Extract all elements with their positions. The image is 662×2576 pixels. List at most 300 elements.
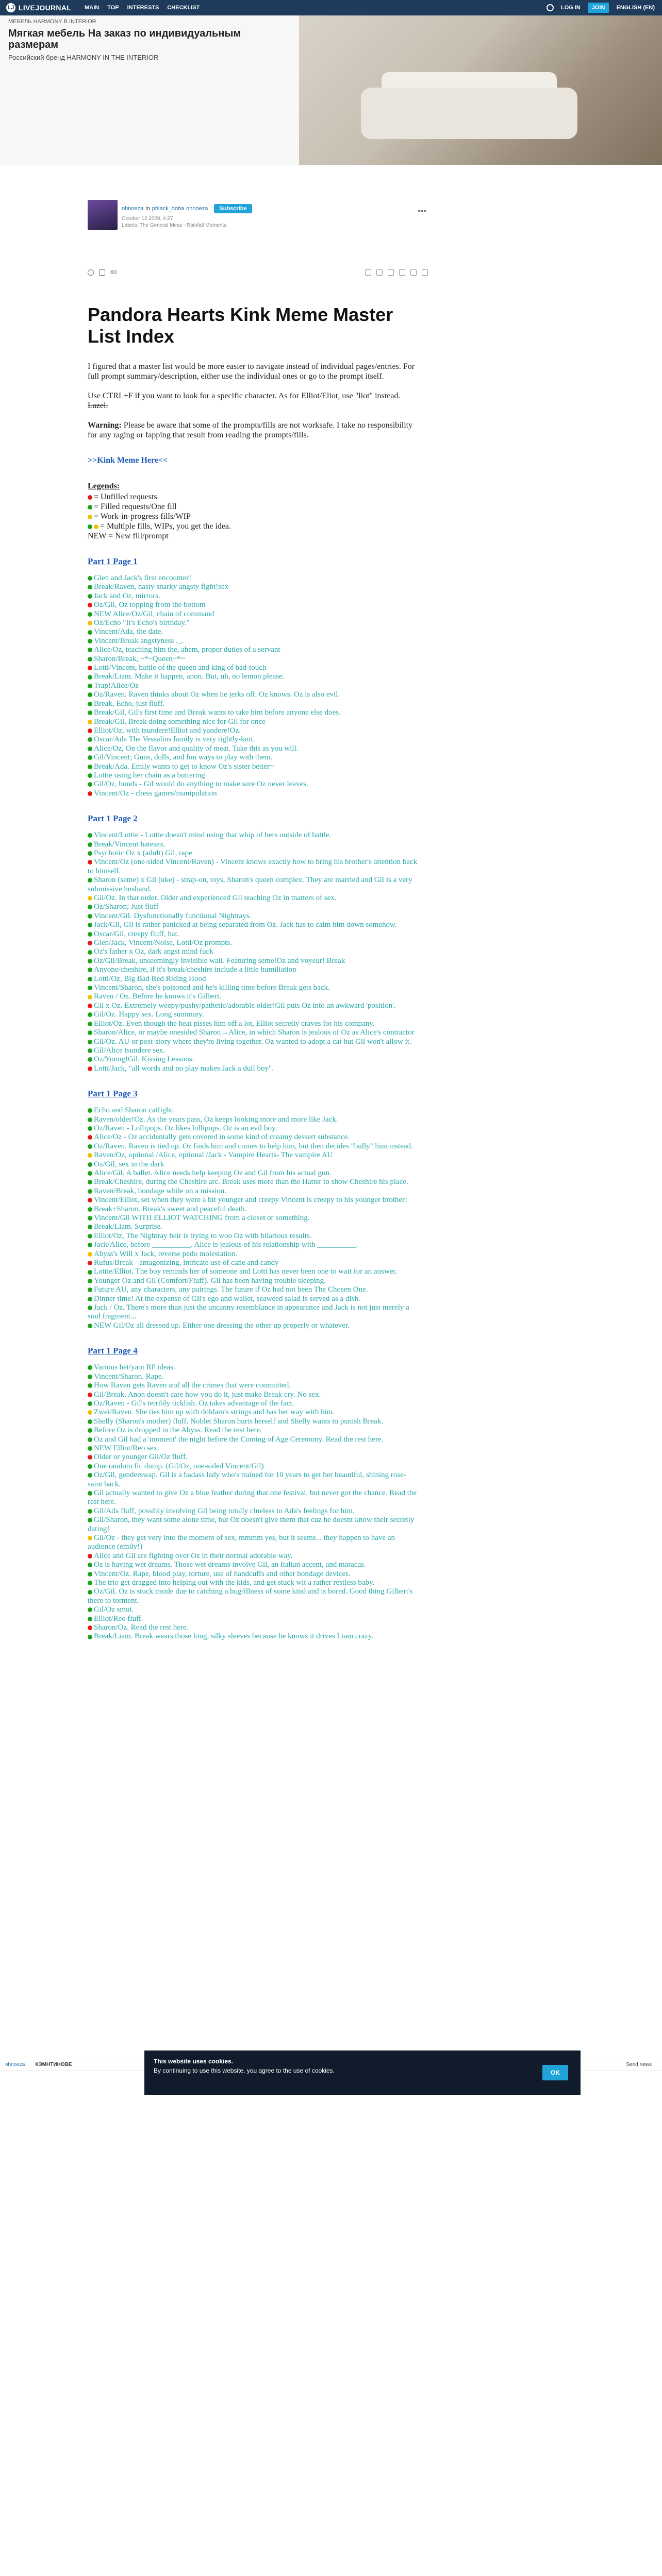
prompt-link[interactable]: Sharon (seme) x Gil (uke) - strap-on, toys, Sharon's queen complex. They are married and Gil is a very submissive husband. — [88, 876, 412, 893]
prompt-link[interactable]: Elliot/Oz, The Nightray heir is trying to woo Oz with hilarious results. — [94, 1231, 312, 1240]
green-dot-icon — [88, 1383, 92, 1388]
green-dot-icon — [88, 1518, 92, 1522]
post-body — [88, 304, 418, 1641]
prompt-link[interactable]: Alice and Gil are fighting over Oz in their normal adorable way. — [94, 1551, 293, 1560]
comment-icon[interactable] — [99, 269, 105, 276]
red-dot-icon — [88, 860, 92, 865]
prompt-link[interactable]: Psychotic Oz x (adult) Gil, rape — [94, 849, 192, 857]
red-dot-icon — [88, 1004, 92, 1008]
prompt-link[interactable]: Lotti/Jack, "all words and no play makes Jack a dull boy". — [94, 1064, 274, 1073]
prompt-entry — [88, 637, 418, 646]
prompt-link[interactable]: Gil actually wanted to give Oz a blue feather during that one festival, but never got the chance. Read the rest here. — [88, 1488, 417, 1506]
prompt-link[interactable]: Gil/Ada fluff, possibly involving Gil being totally clueless to Ada's feelings for him. — [94, 1506, 355, 1515]
nav-item-top[interactable]: TOP — [107, 5, 119, 11]
prompt-entry — [88, 1408, 418, 1417]
prompt-link[interactable]: Oz/Gil/Break, unseemingly invisible wall. Featuring seme!Oz and voyeur! Break — [94, 956, 345, 965]
subscribe-button[interactable]: Subscribe — [214, 204, 252, 213]
green-dot-icon — [88, 1225, 92, 1229]
prompt-link[interactable]: Oz is having wet dreams. Those wet dreams involve Gil, an Italian accent, and maracas. — [94, 1561, 366, 1569]
prompt-link[interactable]: Oz/Sharon; Just fluff — [94, 903, 159, 911]
legend-text: NEW = New fill/prompt — [88, 532, 169, 540]
prompt-entry — [88, 700, 418, 708]
prompt-link[interactable]: Break/Cheshire, during the Cheshire arc. Break uses more than the Hatter to show Cheshire his place. — [94, 1178, 408, 1187]
red-dot-icon — [88, 941, 92, 945]
green-dot-icon — [88, 959, 92, 963]
nav-item-interests[interactable]: INTERESTS — [127, 5, 159, 11]
sofa-shape — [361, 88, 577, 139]
post-date: October 12 2009, 4:27 — [122, 216, 173, 222]
login-link[interactable]: LOG IN — [560, 5, 581, 11]
prompt-link[interactable]: Raven/older!Oz. As the years pass, Oz keeps looking more and more like Jack. — [94, 1115, 338, 1124]
yellow-dot-icon — [88, 720, 92, 724]
prompt-link[interactable]: Gil/Vincent; Guns, dolls, and fun ways to play with them. — [94, 753, 273, 762]
prompt-entry — [88, 1028, 418, 1037]
prompt-entry — [88, 735, 418, 744]
prompt-link[interactable]: The trio get dragged into helping out with the kids, and get stuck wit a rather restless baby. — [94, 1579, 375, 1587]
prompt-link[interactable]: Break/Liam. Break wears those long, silky sleeves because he knows it drives Liam crazy. — [94, 1632, 374, 1641]
sticky-title[interactable]: КЭМНТИНОВЕ — [35, 2061, 72, 2067]
prompt-entry — [88, 583, 418, 591]
share-vk-icon[interactable] — [388, 269, 394, 276]
prompt-entry — [88, 726, 418, 735]
prompt-link[interactable]: Lotti/Oz, Big Bad Red Riding Hood — [94, 974, 206, 983]
yellow-dot-icon — [88, 1153, 92, 1158]
red-dot-icon — [88, 666, 92, 670]
prompt-link[interactable]: Before Oz is dropped in the Abyss. Read the rest here. — [94, 1426, 262, 1435]
prompt-link[interactable]: Gil/Oz, bonds - Gil would do anything to make sure Oz never leaves. — [94, 780, 308, 789]
prompt-link[interactable]: Break/Liam. Surprise. — [94, 1223, 162, 1231]
prompt-entry — [88, 1587, 418, 1605]
prompt-link[interactable]: Alice/Oz, On the flavor and quality of meat. Take this as you will. — [94, 744, 299, 753]
prompt-link[interactable]: Break+Sharon. Break's sweet and peaceful death. — [94, 1205, 247, 1213]
prompt-entry — [88, 858, 418, 876]
prompt-entry — [88, 975, 418, 984]
red-dot-icon — [88, 603, 92, 607]
green-dot-icon — [88, 505, 92, 510]
ad-subtitle: Российский бренд HARMONY IN THE INTERIOR — [8, 54, 159, 61]
prompt-entry — [88, 646, 418, 654]
green-dot-icon — [88, 585, 92, 589]
legend-text: = Unfilled requests — [94, 493, 157, 501]
prompt-link[interactable]: Echo and Sharon catfight. — [94, 1106, 174, 1115]
red-dot-icon — [88, 1625, 92, 1630]
green-dot-icon — [88, 1216, 92, 1221]
prompt-link[interactable]: Break/Gil, Gil's first time and Break wants to take him before anyone else does. — [94, 708, 341, 717]
prompt-entry — [88, 939, 418, 947]
brand-name: LIVEJOURNAL — [19, 4, 72, 12]
green-dot-icon — [88, 1117, 92, 1122]
prompt-link[interactable]: Oscar/Gil, creepy fluff, hat. — [94, 929, 179, 938]
prompt-link[interactable]: Older or younger Gil/Oz fluff. — [94, 1453, 188, 1462]
green-dot-icon — [88, 968, 92, 972]
green-dot-icon — [88, 576, 92, 581]
green-dot-icon — [88, 1243, 92, 1247]
prompt-link[interactable]: Sharon/Break, ~*~Queen~*~ — [94, 654, 185, 663]
prompt-entry — [88, 831, 418, 840]
green-dot-icon — [88, 684, 92, 688]
prompt-link[interactable]: One random fic dump. (Gil/Oz, one-sided Vincent/Gil) — [94, 1462, 264, 1470]
prompt-link[interactable]: Oz/Echo "It's Echo's birthday." — [94, 619, 190, 628]
green-dot-icon — [88, 1030, 92, 1035]
prompt-link[interactable]: Raven / Oz. Before he knows it's Gilbert. — [94, 992, 222, 1001]
prompt-link[interactable]: Alice/Oz, teaching him the, ahem, proper duties of a servant — [94, 646, 280, 654]
prompt-entry — [88, 1106, 418, 1115]
prompt-link[interactable]: Vincent/Break angstyness ._. — [94, 636, 184, 645]
poster-username[interactable]: ohnoeza — [186, 206, 208, 212]
share-x-icon[interactable] — [399, 269, 405, 276]
community-username[interactable]: phlack_ooba — [152, 206, 185, 212]
comment-count[interactable]: 60 — [110, 269, 117, 276]
red-dot-icon — [88, 791, 92, 796]
cookie-ok-button[interactable]: OK — [542, 2065, 568, 2080]
prompt-link[interactable]: Oz/Raven - Gil's terribly ticklish. Oz takes advantage of the fact. — [94, 1399, 294, 1408]
prompt-link[interactable]: Break/Vincent hatesex. — [94, 840, 166, 849]
prompt-link[interactable]: Sharon/Alice, or maybe onesided Sharon→Alice, in which Sharon is jealous of Oz as Alice's contractor — [94, 1028, 415, 1037]
red-dot-icon — [88, 1554, 92, 1558]
green-dot-icon — [88, 1270, 92, 1275]
prompt-link[interactable]: Jack / Oz. There's more than just the uncanny resemblance in appearance and Jack is not just merely a soul fragment... — [88, 1303, 409, 1321]
prompt-link[interactable]: Oscar/Ada The Vessalius family is very tightly-knit. — [94, 735, 255, 744]
prompt-link[interactable]: Break/Liam. Make it happen, anon. But, uh, no lemon please. — [94, 672, 285, 681]
prompt-link[interactable]: How Raven gets Raven and all the crimes that were committed. — [94, 1381, 291, 1390]
author-username[interactable]: ohnoeza — [122, 206, 144, 212]
prompt-entry — [88, 762, 418, 771]
green-dot-icon — [88, 630, 92, 635]
prompt-entry — [88, 1160, 418, 1169]
top-navigation-bar — [0, 0, 662, 15]
prompt-link[interactable]: Gil/Oz - they get very into the moment of sex, mmmm yes, but it seems... they happen to have an audience (emily!) — [88, 1534, 395, 1551]
prompt-link[interactable]: Oz/Raven. Raven is tied up. Oz finds him and comes to help him, but then decides "bully" him instead. — [94, 1142, 413, 1150]
green-dot-icon — [88, 747, 92, 751]
prompt-entry — [88, 1223, 418, 1231]
prompt-entry — [88, 1363, 418, 1372]
green-dot-icon — [88, 1207, 92, 1212]
green-dot-icon — [88, 1324, 92, 1328]
prompt-entry — [88, 610, 418, 619]
prompt-link[interactable]: Break/Ada. Emily wants to get to know Oz's sister better~ — [94, 762, 274, 771]
prompt-link[interactable]: Vincent/Gil. Dysfunctionally functional Nightrays. — [94, 911, 252, 920]
prompt-link[interactable]: Sharon/Oz. Read the rest here. — [94, 1623, 189, 1632]
green-dot-icon — [88, 1012, 92, 1017]
prompt-link[interactable]: Vincent/Sharon, she's poisoned and he's killing time before Break gets back. — [94, 984, 330, 992]
legend-title: Legends: — [88, 482, 120, 490]
prompt-link[interactable]: Glen/Jack, Vincent/Noise, Lotti/Oz prompts. — [94, 939, 232, 947]
green-dot-icon — [88, 1048, 92, 1053]
green-dot-icon — [88, 710, 92, 715]
prompt-link[interactable]: Oz/Raven. Raven thinks about Oz when he jerks off. Oz knows. Oz is also evil. — [94, 690, 340, 699]
red-dot-icon — [88, 1066, 92, 1071]
share-facebook-icon[interactable] — [365, 269, 371, 276]
nav-item-main[interactable]: MAIN — [85, 5, 100, 11]
prompt-link[interactable]: Gil/Break. Anon doesn't care how you do it, just make Break cry. No sex. — [94, 1390, 321, 1399]
yellow-dot-icon — [88, 621, 92, 625]
prompt-link[interactable]: Elliot/Reo fluff. — [94, 1614, 143, 1623]
cookie-text: By continuing to use this website, you agree to the use of cookies. — [154, 2067, 335, 2074]
green-dot-icon — [88, 905, 92, 909]
prompt-link[interactable]: Vincent/Oz (one-sided Vincent/Raven) - Vincent knows exactly how to bring his brother's attention back to himself. — [88, 858, 418, 875]
prompt-entry — [88, 718, 418, 726]
lj-logo-icon: LJ — [6, 3, 15, 12]
green-dot-icon — [88, 1401, 92, 1406]
prompt-entry — [88, 664, 418, 672]
prompt-link[interactable]: Gil/Oz. AU or post-story where they're living together. Oz wanted to adopt a cat but Gil won't allow it. — [94, 1037, 411, 1046]
legend-text: = Work-in-progress fills/WIP — [94, 512, 191, 521]
yellow-dot-icon — [88, 515, 92, 519]
prompt-link[interactable]: Vincent/Gil WITH ELLIOT WATCHING from a closet or something. — [94, 1214, 310, 1222]
green-dot-icon — [88, 1306, 92, 1310]
prompt-entry — [88, 753, 418, 762]
green-dot-icon — [88, 1590, 92, 1595]
prompt-entry — [88, 1615, 418, 1623]
prompt-link[interactable]: Gil/Sharon, they want some alone time, but Oz doesn't give them that cuz he doesnt know their secretly dating! — [88, 1516, 415, 1533]
prompt-link[interactable]: Raven/Oz, optional /Alice, optional /Jack - Vampire Hearts- The vampire AU — [94, 1151, 333, 1160]
prompt-entry — [88, 1321, 418, 1330]
prompt-link[interactable]: Vincent/Oz. Rape, blood play, torture, use of handcuffs and other bondage devices. — [94, 1569, 351, 1578]
green-dot-icon — [88, 1287, 92, 1292]
prompt-link[interactable]: Lotti/Vincent, battle of the queen and king of bad-touch — [94, 664, 267, 672]
prompt-link[interactable]: Oz/Gil, genderswap. Gil is a badass lady who's trained for 10 years to get her beautiful, shining rose-saint back. — [88, 1471, 406, 1488]
prompt-entry — [88, 628, 418, 636]
join-button[interactable]: JOIN — [588, 3, 609, 13]
cookie-banner — [144, 2050, 581, 2095]
prompt-entry — [88, 1259, 418, 1267]
prompt-entry — [88, 957, 418, 965]
legend-item — [88, 512, 418, 521]
prompt-entry — [88, 1124, 418, 1133]
share-email-icon[interactable] — [410, 269, 417, 276]
prompt-entry — [88, 1489, 418, 1507]
green-dot-icon — [88, 1491, 92, 1496]
prompt-entry — [88, 1020, 418, 1028]
prompt-link[interactable]: Raven/Break, bondage while on a mission. — [94, 1187, 227, 1195]
prompt-entry — [88, 1303, 418, 1321]
prompt-entry — [88, 1055, 418, 1064]
prompt-link[interactable]: Break, Echo, just fluff. — [94, 699, 165, 708]
ad-image[interactable] — [299, 15, 662, 165]
in-text: in — [145, 206, 150, 212]
language-selector[interactable]: ENGLISH (EN) — [616, 5, 655, 11]
prompt-link[interactable]: NEW Alice/Oz/Gil, chain of command — [94, 609, 214, 618]
red-dot-icon — [88, 1261, 92, 1265]
prompt-entry — [88, 1471, 418, 1489]
prompt-link[interactable]: Vincent/Ada, the date. — [94, 628, 163, 636]
prompt-link[interactable]: Vincent/Lottie - Lottie doesn't mind using that whip of hers outside of battle. — [94, 831, 332, 840]
prompt-entry — [88, 682, 418, 690]
prompt-entry — [88, 1570, 418, 1579]
prompt-link[interactable]: NEW Elliot/Reo sex. — [94, 1444, 159, 1452]
green-dot-icon — [88, 986, 92, 990]
prompt-entry — [88, 1241, 418, 1249]
prompt-link[interactable]: Oz/Young!Gil. Kissing Lessons. — [94, 1055, 194, 1064]
red-dot-icon — [88, 728, 92, 733]
prompt-entry — [88, 894, 418, 903]
prompt-link[interactable]: Gil x Oz. Extremely weepy/pushy/pathetic/adorable older!Gil puts Oz into an awkward 'position'. — [94, 1001, 396, 1010]
prompt-link[interactable]: Jack/Gil, Gil is rather panicked at being separated from Oz. Jack has to calm him down somehow. — [94, 921, 397, 929]
post-labels: Labels: The General Mess - Rainfall Moments — [122, 223, 227, 228]
prompt-entry — [88, 992, 418, 1001]
green-dot-icon — [88, 1171, 92, 1176]
green-dot-icon — [88, 1162, 92, 1167]
prompt-entry — [88, 1046, 418, 1055]
prompt-link[interactable]: Oz/Raven - Lollipops. Oz likes lollipops. Oz is an evil boy. — [94, 1124, 277, 1132]
prompt-link[interactable]: Glen and Jack's first encounter! — [94, 574, 192, 582]
ad-title[interactable]: Мягкая мебель На заказ по индивидуальным размерам — [8, 28, 241, 50]
green-dot-icon — [88, 1144, 92, 1149]
green-dot-icon — [88, 612, 92, 617]
legend-item — [88, 521, 418, 531]
prompt-link[interactable]: Oz/Gil, sex in the dark — [94, 1160, 164, 1168]
prompt-link[interactable]: Break/Raven, nasty snarky angsty fight!sex — [94, 583, 229, 591]
prompt-link[interactable]: Jack/Alice, before __________. Alice is jealous of his relationship with __________. — [94, 1241, 358, 1249]
prompt-link[interactable]: Lottie/Elliot. The boy reminds her of someone and Lotti has never been one to wait for an answer. — [94, 1267, 398, 1276]
prompt-link[interactable]: Dinner time! At the expense of Gil's ego and wallet, seaweed salad is served as a dish. — [94, 1294, 360, 1303]
green-dot-icon — [88, 524, 92, 529]
prompt-entry — [88, 1038, 418, 1046]
prompt-link[interactable]: Alice/Oz - Oz accidentally gets covered in some kind of creamy dessert substance. — [94, 1133, 350, 1142]
prompt-link[interactable]: Break/Gil, Break doing something nice for Gil for once — [94, 717, 266, 726]
prompt-link[interactable]: Future AU, any characters, any pairings. The future if Oz had not been The Chosen One. — [94, 1285, 368, 1294]
prompt-entry — [88, 1399, 418, 1408]
legend-text: = Multiple fills, WIPs, you get the idea. — [100, 522, 231, 531]
prompt-entry — [88, 1417, 418, 1426]
like-icon[interactable] — [88, 269, 94, 276]
prompt-entry — [88, 1534, 418, 1552]
yellow-dot-icon — [88, 896, 92, 901]
prompt-entry — [88, 1002, 418, 1010]
prompt-entry — [88, 1381, 418, 1390]
prompt-link[interactable]: Lottie using her chain as a buttering — [94, 771, 205, 779]
green-dot-icon — [88, 1581, 92, 1585]
prompt-entry — [88, 1115, 418, 1124]
prompt-link[interactable]: Gil/Oz smut. — [94, 1605, 134, 1614]
parts-container — [88, 556, 418, 1641]
kink-meme-link[interactable]: >>Kink Meme Here<< — [88, 456, 168, 465]
prompt-link[interactable]: Shelly (Sharon's mother) fluff. Noblet Sharon hurts herself and Shelly wants to punish Break. — [94, 1417, 384, 1426]
prompt-link[interactable]: Rufus/Break - antagonizing, intricate use of cane and candy — [94, 1259, 279, 1267]
prompt-link[interactable]: Alice/Gil. A ballet. Alice needs help keeping Oz and Gil from his actual gun. — [94, 1168, 332, 1177]
prompt-entry — [88, 1295, 418, 1303]
prompt-link[interactable]: Jack and Oz, mirrors. — [94, 591, 160, 600]
ad-banner[interactable] — [0, 15, 662, 165]
green-dot-icon — [88, 1473, 92, 1478]
warning-paragraph — [88, 420, 418, 440]
green-dot-icon — [88, 773, 92, 778]
yellow-dot-icon — [88, 1252, 92, 1257]
prompt-link[interactable]: Oz's father x Oz, dark angst mind fuck — [94, 947, 213, 956]
prompt-link[interactable]: Abyss's Will x Jack, reverse pedo molestation. — [94, 1249, 238, 1258]
green-dot-icon — [88, 639, 92, 643]
prompt-entry — [88, 1552, 418, 1561]
prompt-link[interactable]: Elliot/Oz. Even though the heat pisses him off a lot, Elliot secretly craves for his company. — [94, 1019, 375, 1028]
ad-breadcrumb: МЕБЕЛЬ HARMONY В INTERIOR — [8, 19, 96, 25]
prompt-link[interactable]: Younger Oz and Gil (Comfort/Fluff). Gil has been having trouble sleeping. — [94, 1276, 326, 1285]
green-dot-icon — [88, 1375, 92, 1379]
green-dot-icon — [88, 1022, 92, 1026]
prompt-link[interactable]: Gil/Alice tsundere sex. — [94, 1046, 165, 1055]
green-dot-icon — [88, 1297, 92, 1301]
nav-item-checklist[interactable]: CHECKLIST — [167, 5, 200, 11]
prompt-entry — [88, 1214, 418, 1223]
struck-text: Lazel. — [88, 401, 108, 410]
search-tip-text: Use CTRL+F if you want to look for a specific character. As for Elliot/Eliot, use "liot" instead. — [88, 392, 401, 400]
share-link-icon[interactable] — [422, 269, 428, 276]
prompt-entry — [88, 789, 418, 798]
sticky-author[interactable]: ohnoeza — [5, 2061, 25, 2067]
prompt-entry — [88, 1232, 418, 1241]
prompt-entry — [88, 690, 418, 699]
green-dot-icon — [88, 914, 92, 919]
author-avatar[interactable] — [88, 200, 118, 230]
prompt-entry — [88, 1187, 418, 1196]
prompt-entry — [88, 1444, 418, 1453]
prompt-entry — [88, 1010, 418, 1019]
yellow-dot-icon — [88, 1536, 92, 1540]
prompt-entry — [88, 744, 418, 753]
livejournal-logo[interactable] — [6, 3, 71, 12]
green-dot-icon — [88, 1040, 92, 1044]
prompt-entry — [88, 1196, 418, 1205]
prompt-entry — [88, 984, 418, 992]
green-dot-icon — [88, 737, 92, 742]
part-heading-link[interactable]: Part 1 Page 4 — [88, 1346, 138, 1356]
green-dot-icon — [88, 1446, 92, 1451]
prompt-link[interactable]: Oz/Gil, Oz topping from the bottom — [94, 601, 206, 609]
prompt-link[interactable]: Gil/Oz. Happy sex. Long summary. — [94, 1010, 204, 1019]
prompt-link[interactable]: NEW Gil/Oz all dressed up. Either one dressing the other up properly or whatever. — [94, 1321, 350, 1330]
green-dot-icon — [88, 1279, 92, 1283]
part-heading-link[interactable]: Part 1 Page 3 — [88, 1089, 138, 1099]
green-dot-icon — [88, 1108, 92, 1113]
prompt-link[interactable]: Vincent/Elliot, set when they were a bit younger and creepy Vincent is creepy to his younger brother! — [94, 1196, 408, 1205]
green-dot-icon — [88, 1234, 92, 1239]
prompt-entry — [88, 876, 418, 894]
prompt-entry — [88, 601, 418, 609]
prompt-link[interactable]: Trap!Alice/Oz — [94, 681, 139, 690]
prompt-entry — [88, 780, 418, 789]
green-dot-icon — [88, 594, 92, 599]
green-dot-icon — [88, 851, 92, 856]
prompt-entry — [88, 1462, 418, 1471]
prompt-link[interactable]: Anyone/cheshire, if it's break/cheshire include a little humiliation — [94, 965, 296, 974]
prompt-link[interactable]: Gil/Oz. In that order. Older and experienced Gil teaching Oz in matters of sex. — [94, 894, 337, 902]
prompt-entry — [88, 1623, 418, 1632]
prompt-link[interactable]: Vincent/Oz - chess games/manipulation — [94, 789, 217, 798]
green-dot-icon — [88, 1635, 92, 1639]
green-dot-icon — [88, 1437, 92, 1442]
prompt-entry — [88, 1579, 418, 1587]
prompt-entry — [88, 903, 418, 911]
prompt-entry — [88, 921, 418, 929]
prompt-entry — [88, 1267, 418, 1276]
prompt-entry — [88, 1507, 418, 1516]
prompt-link[interactable]: Vincent/Sharon. Rape. — [94, 1372, 164, 1381]
red-dot-icon — [88, 1455, 92, 1460]
more-options-icon[interactable]: ••• — [418, 207, 426, 216]
prompt-link[interactable]: Zwei/Raven. She ties him up with doldam's strings and has her way with him. — [94, 1408, 335, 1417]
share-twitter-icon[interactable] — [376, 269, 383, 276]
prompt-link[interactable]: Oz/Gil. Oz is stuck inside due to catching a bug/illness of some kind and is bored. Good thing Gilbert's there to torment. — [88, 1587, 413, 1605]
green-dot-icon — [88, 657, 92, 662]
part-heading-link[interactable]: Part 1 Page 2 — [88, 814, 138, 824]
green-dot-icon — [88, 1365, 92, 1370]
part-heading-link[interactable]: Part 1 Page 1 — [88, 556, 138, 566]
search-icon[interactable] — [547, 4, 554, 11]
prompt-link[interactable]: Various het/yaoi RP ideas. — [94, 1363, 175, 1372]
prompt-link[interactable]: Elliot/Oz, with tsundere!Elliot and yandere!Oz. — [94, 726, 241, 735]
prompt-link[interactable]: Oz and Gil had a 'moment' the night before the Coming of Age Ceremony. Read the rest here. — [94, 1435, 384, 1444]
send-news-link[interactable]: Send news — [626, 2061, 652, 2067]
green-dot-icon — [88, 1189, 92, 1194]
